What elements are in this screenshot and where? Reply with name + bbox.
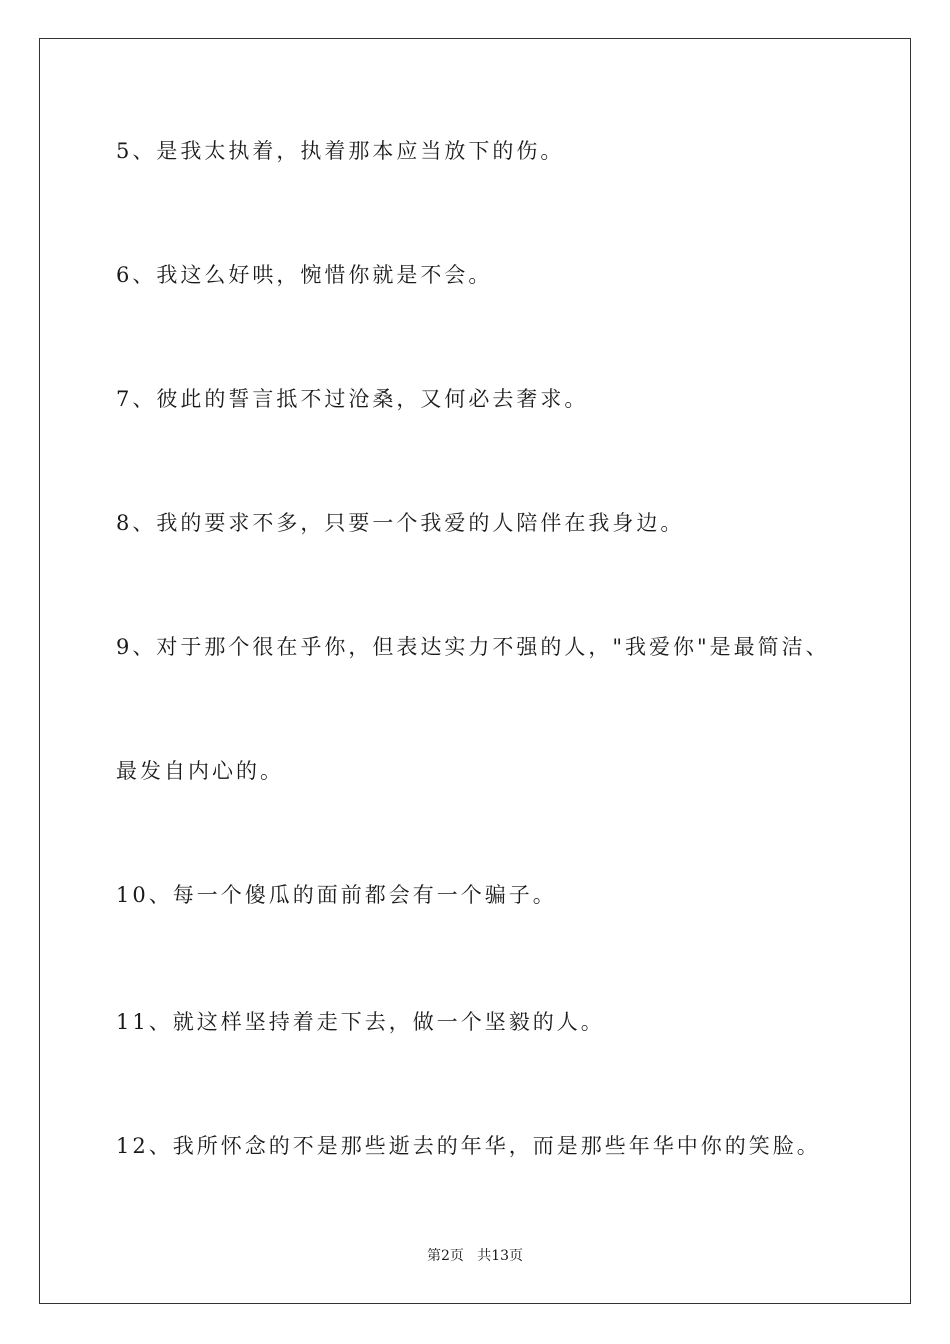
- page-border: [39, 38, 911, 1304]
- text-line: 9、对于那个很在乎你，但表达实力不强的人，"我爱你"是最简洁、: [116, 635, 830, 659]
- text-line: 最发自内心的。: [116, 759, 284, 783]
- text-line: 5、是我太执着，执着那本应当放下的伤。: [116, 139, 565, 163]
- text-line: 6、我这么好哄，惋惜你就是不会。: [116, 263, 493, 287]
- text-line: 8、我的要求不多，只要一个我爱的人陪伴在我身边。: [116, 511, 685, 535]
- text-line: 7、彼此的誓言抵不过沧桑，又何必去奢求。: [116, 387, 589, 411]
- text-line: 11、就这样坚持着走下去，做一个坚毅的人。: [116, 1010, 605, 1034]
- text-line: 12、我所怀念的不是那些逝去的年华，而是那些年华中你的笑脸。: [116, 1134, 821, 1158]
- text-line: 10、每一个傻瓜的面前都会有一个骗子。: [116, 883, 557, 907]
- page-number-footer: 第2页 共13页: [426, 1248, 524, 1264]
